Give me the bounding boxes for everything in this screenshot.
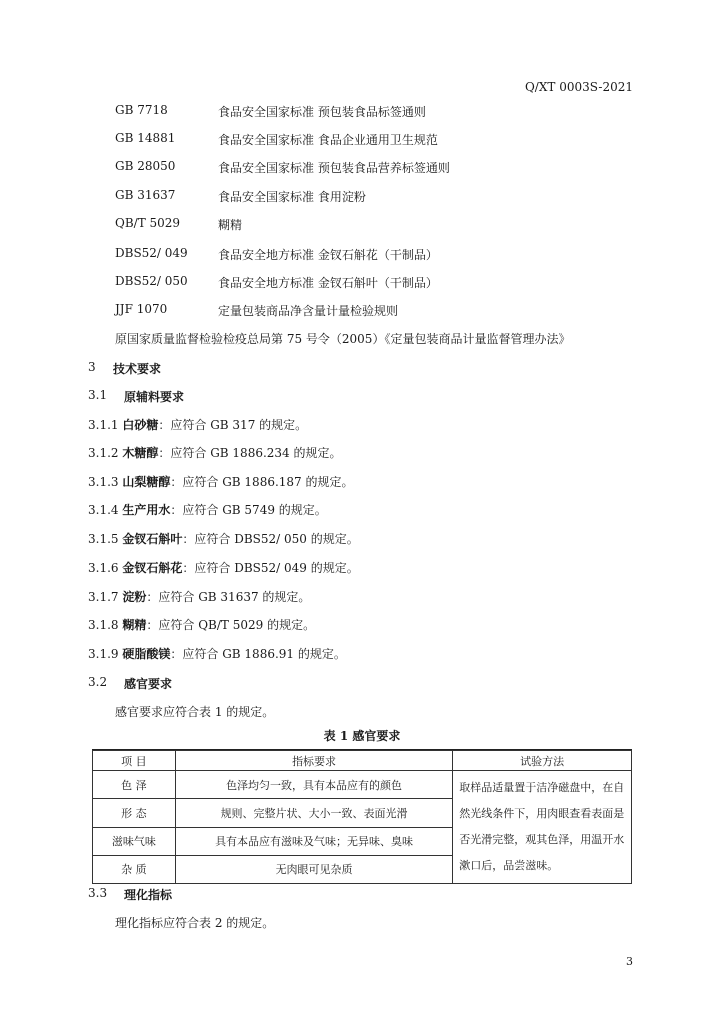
section-number: 3.2 — [88, 675, 108, 689]
section-title: 原辅料要求 — [124, 390, 185, 404]
reference-code: GB 14881 — [115, 131, 176, 145]
reference-code: DBS52/ 049 — [115, 246, 188, 260]
item-number: 3.1.9 — [88, 647, 119, 661]
table-caption: 表 1 感官要求 — [323, 729, 401, 743]
item-text: ：应符合 GB 1886.91 的规定。 — [170, 647, 346, 661]
item-text: ：应符合 GB 1886.187 的规定。 — [170, 475, 354, 489]
table-cell-requirement: 色泽均匀一致，具有本品应有的颜色 — [175, 771, 452, 799]
item-number: 3.1.6 — [88, 561, 119, 575]
table-row — [93, 771, 632, 799]
section-title: 理化指标 — [124, 888, 173, 902]
section-number: 3.3 — [88, 886, 108, 900]
table-cell-item: 色 泽 — [93, 771, 176, 799]
reference-code: JJF 1070 — [115, 302, 168, 316]
item-number: 3.1.8 — [88, 618, 119, 632]
item-text: ：应符合 GB 5749 的规定。 — [170, 503, 327, 517]
reference-title: 食品安全国家标准 预包装食品营养标签通则 — [218, 161, 450, 175]
sensory-requirements-table — [92, 750, 632, 884]
section-intro: 感官要求应符合表 1 的规定。 — [115, 705, 275, 719]
section-intro: 理化指标应符合表 2 的规定。 — [115, 916, 275, 930]
reference-code: GB 7718 — [115, 103, 168, 117]
section-number: 3 — [88, 360, 96, 374]
requirement-item — [88, 530, 359, 547]
reference-code: GB 28050 — [115, 159, 176, 173]
requirement-item — [88, 559, 359, 576]
section-title: 技术要求 — [113, 362, 162, 376]
requirement-item — [88, 588, 310, 605]
reference-title: 食品安全国家标准 食品企业通用卫生规范 — [218, 133, 438, 147]
item-name: 硬脂酸镁 — [122, 647, 171, 661]
item-name: 山梨糖醇 — [122, 475, 171, 489]
item-number: 3.1.7 — [88, 590, 119, 604]
item-name: 白砂糖 — [122, 418, 159, 432]
reference-title: 食品安全国家标准 食用淀粉 — [218, 190, 366, 204]
reference-code: GB 31637 — [115, 188, 176, 202]
document-code: Q/XT 0003S-2021 — [524, 80, 633, 94]
requirement-item — [88, 416, 307, 433]
requirement-item — [88, 501, 327, 518]
item-number: 3.1.5 — [88, 532, 119, 546]
table-cell-requirement: 规则、完整片状、大小一致、表面光滑 — [175, 799, 452, 827]
reference-title: 食品安全地方标准 金钗石斛花（干制品） — [218, 248, 438, 262]
table-header-cell: 项 目 — [93, 751, 176, 771]
item-number: 3.1.1 — [88, 418, 119, 432]
requirement-item — [88, 444, 342, 461]
item-number: 3.1.2 — [88, 446, 119, 460]
item-number: 3.1.3 — [88, 475, 119, 489]
item-name: 淀粉 — [122, 590, 147, 604]
table-cell-item: 滋味气味 — [93, 827, 176, 855]
reference-code: DBS52/ 050 — [115, 274, 188, 288]
item-name: 金钗石斛叶 — [122, 532, 183, 546]
reference-title: 糊精 — [218, 218, 243, 232]
table-cell-requirement: 无肉眼可见杂质 — [175, 855, 452, 883]
reference-title: 定量包装商品净含量计量检验规则 — [218, 304, 399, 318]
item-text: ：应符合 GB 31637 的规定。 — [146, 590, 311, 604]
reference-code: QB/T 5029 — [115, 216, 181, 230]
reference-title: 食品安全国家标准 预包装食品标签通则 — [218, 105, 426, 119]
requirement-item — [88, 645, 346, 662]
table-cell-item: 杂 质 — [93, 855, 176, 883]
table-cell-requirement: 具有本品应有滋味及气味；无异味、臭味 — [175, 827, 452, 855]
item-name: 金钗石斛花 — [122, 561, 183, 575]
item-text: ：应符合 GB 1886.234 的规定。 — [158, 446, 342, 460]
reference-title: 食品安全地方标准 金钗石斛叶（干制品） — [218, 276, 438, 290]
section-number: 3.1 — [88, 388, 108, 402]
table-header-cell: 指标要求 — [175, 751, 452, 771]
section-title: 感官要求 — [124, 677, 173, 691]
item-name: 糊精 — [122, 618, 147, 632]
table-cell-item: 形 态 — [93, 799, 176, 827]
requirement-item — [88, 616, 315, 633]
item-number: 3.1.4 — [88, 503, 119, 517]
item-name: 生产用水 — [122, 503, 171, 517]
page-number: 3 — [626, 955, 633, 968]
table-cell-test-method: 取样品适量置于洁净磁盘中，在自然光线条件下，用肉眼查看表面是否光滑完整，观其色泽，用温开水漱口后，品尝滋味。 — [453, 771, 632, 884]
item-text: ：应符合 DBS52/ 050 的规定。 — [182, 532, 359, 546]
item-text: ：应符合 DBS52/ 049 的规定。 — [182, 561, 359, 575]
item-text: ：应符合 QB/T 5029 的规定。 — [146, 618, 316, 632]
table-header-row — [93, 751, 632, 771]
table-header-cell: 试验方法 — [453, 751, 632, 771]
item-name: 木糖醇 — [122, 446, 159, 460]
item-text: ：应符合 GB 317 的规定。 — [158, 418, 308, 432]
requirement-item — [88, 473, 354, 490]
reference-note: 原国家质量监督检验检疫总局第 75 号令（2005）《定量包装商品计量监督管理办法》 — [115, 332, 571, 346]
